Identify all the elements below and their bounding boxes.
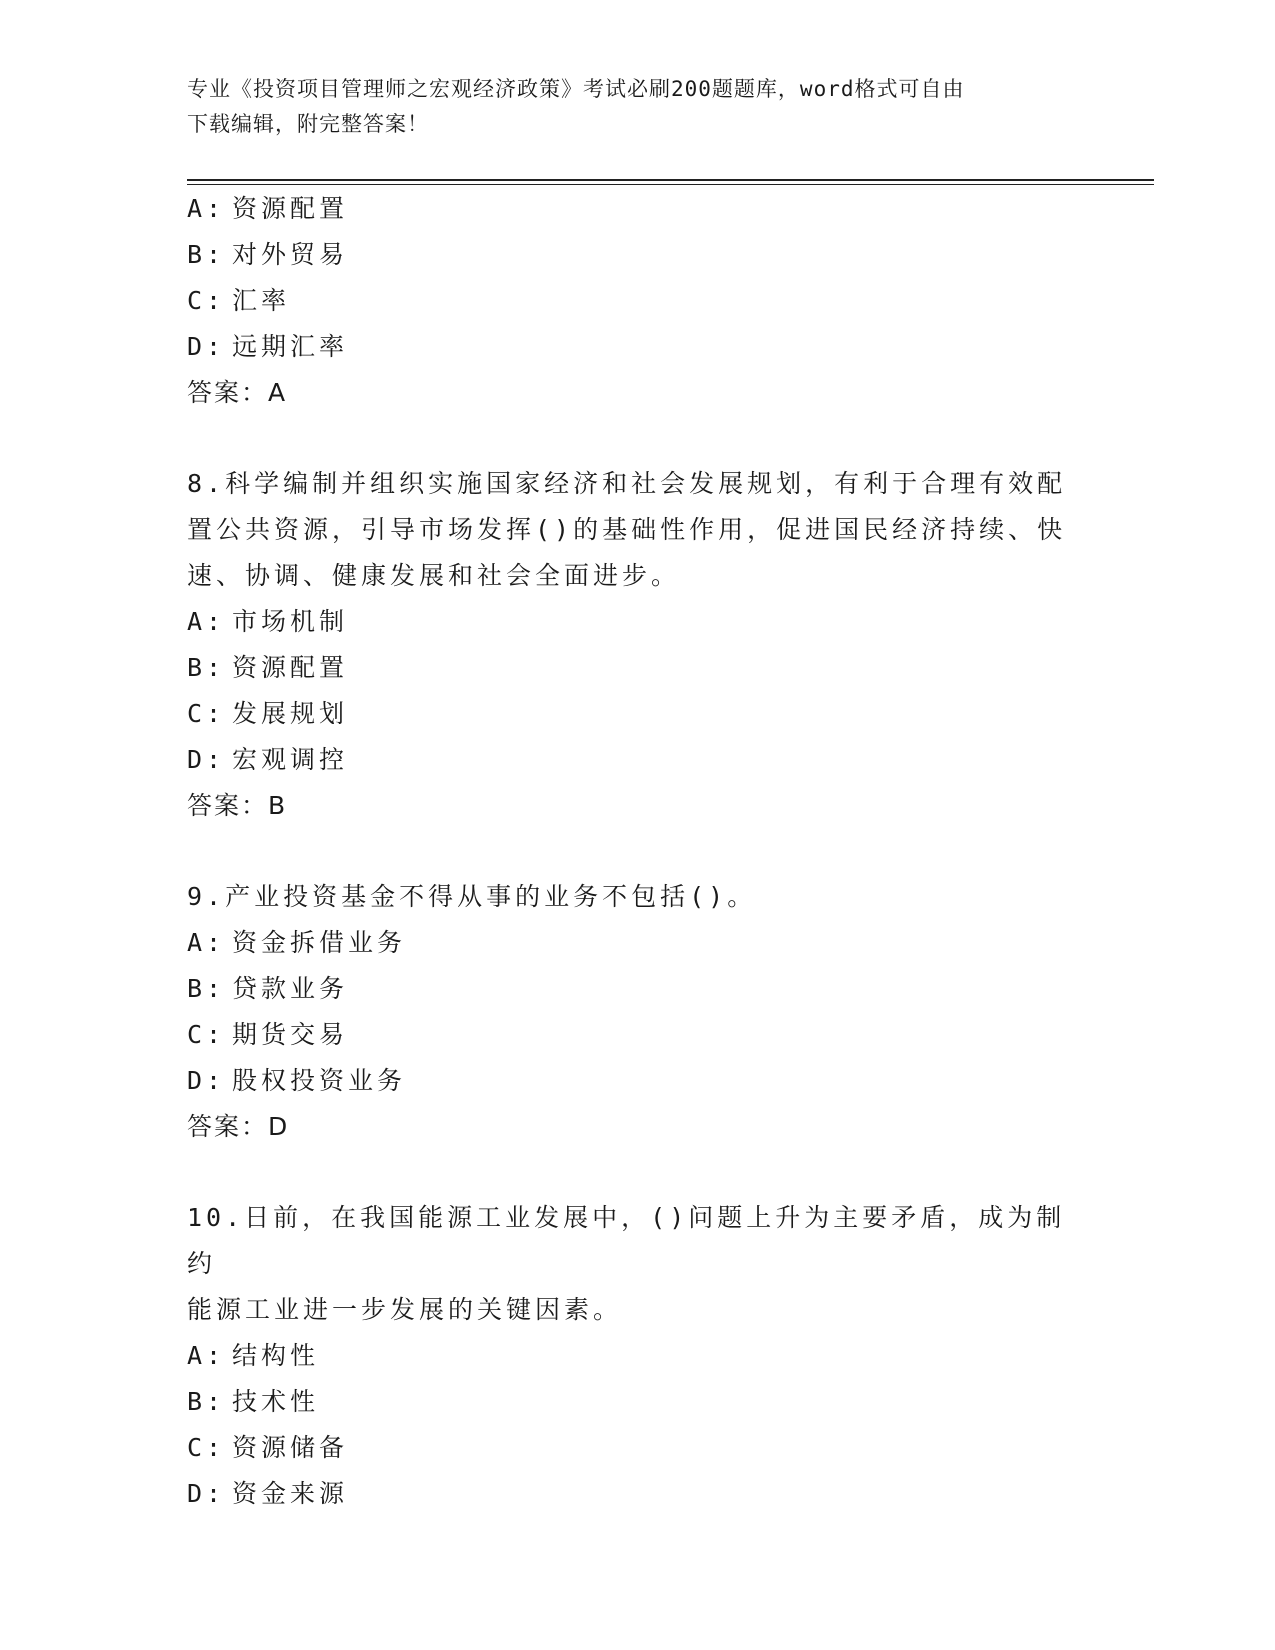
option-key: D: xyxy=(187,745,226,774)
question-list xyxy=(187,186,1087,1517)
option-a xyxy=(187,186,1087,232)
option-key: B: xyxy=(187,653,226,682)
spacer xyxy=(187,1150,1087,1195)
question-block xyxy=(187,461,1087,829)
question-line: 10.日前，在我国能源工业发展中，()问题上升为主要矛盾，成为制约 xyxy=(187,1203,1066,1278)
option-text: 期货交易 xyxy=(232,1020,349,1049)
option-key: C: xyxy=(187,1433,226,1462)
option-text: 资金来源 xyxy=(232,1479,349,1508)
option-text: 资源配置 xyxy=(232,194,349,223)
option-text: 股权投资业务 xyxy=(232,1066,407,1095)
option-c xyxy=(187,278,1087,324)
option-d xyxy=(187,737,1087,783)
option-b xyxy=(187,966,1087,1012)
option-c xyxy=(187,691,1087,737)
option-key: C: xyxy=(187,286,226,315)
option-c xyxy=(187,1425,1087,1471)
answer-line: 答案：A xyxy=(187,378,288,407)
option-text: 资源储备 xyxy=(232,1433,349,1462)
question-text xyxy=(187,461,1067,599)
option-text: 宏观调控 xyxy=(232,745,349,774)
question-text xyxy=(187,1195,1067,1333)
header-divider-thin xyxy=(187,184,1154,185)
answer-line: 答案：B xyxy=(187,791,288,820)
option-key: C: xyxy=(187,1020,226,1049)
option-b xyxy=(187,232,1087,278)
option-text: 贷款业务 xyxy=(232,974,349,1003)
option-d xyxy=(187,1058,1087,1104)
question-block xyxy=(187,874,1087,1150)
question-line: 速、协调、健康发展和社会全面进步。 xyxy=(187,561,681,590)
option-text: 资金拆借业务 xyxy=(232,928,407,957)
option-text: 发展规划 xyxy=(232,699,349,728)
option-key: B: xyxy=(187,240,226,269)
option-text: 汇率 xyxy=(232,286,291,315)
header-title-line-1: 专业《投资项目管理师之宏观经济政策》考试必刷200题题库，word格式可自由 xyxy=(187,77,965,101)
option-text: 对外贸易 xyxy=(232,240,349,269)
option-text: 结构性 xyxy=(232,1341,320,1370)
option-d xyxy=(187,1471,1087,1517)
option-key: C: xyxy=(187,699,226,728)
question-line: 8.科学编制并组织实施国家经济和社会发展规划，有利于合理有效配 xyxy=(187,469,1067,498)
option-key: A: xyxy=(187,928,226,957)
document-header xyxy=(187,72,1067,142)
header-divider-thick xyxy=(187,179,1154,181)
option-key: D: xyxy=(187,332,226,361)
option-a xyxy=(187,599,1087,645)
option-key: D: xyxy=(187,1066,226,1095)
option-a xyxy=(187,1333,1087,1379)
option-c xyxy=(187,1012,1087,1058)
question-text xyxy=(187,874,1067,920)
question-line: 能源工业进一步发展的关键因素。 xyxy=(187,1295,623,1324)
option-text: 资源配置 xyxy=(232,653,349,682)
spacer xyxy=(187,416,1087,461)
option-b xyxy=(187,1379,1087,1425)
option-b xyxy=(187,645,1087,691)
option-d xyxy=(187,324,1087,370)
option-key: A: xyxy=(187,1341,226,1370)
option-text: 市场机制 xyxy=(232,607,349,636)
option-key: B: xyxy=(187,974,226,1003)
question-line: 9.产业投资基金不得从事的业务不包括()。 xyxy=(187,882,757,911)
option-a xyxy=(187,920,1087,966)
option-key: A: xyxy=(187,607,226,636)
option-key: A: xyxy=(187,194,226,223)
option-text: 远期汇率 xyxy=(232,332,349,361)
question-block xyxy=(187,1195,1087,1517)
question-line: 置公共资源，引导市场发挥()的基础性作用，促进国民经济持续、快 xyxy=(187,515,1067,544)
header-title-line-2: 下载编辑，附完整答案！ xyxy=(187,112,429,136)
answer-line: 答案：D xyxy=(187,1112,290,1141)
option-key: D: xyxy=(187,1479,226,1508)
question-block xyxy=(187,186,1087,416)
spacer xyxy=(187,829,1087,874)
option-text: 技术性 xyxy=(232,1387,320,1416)
option-key: B: xyxy=(187,1387,226,1416)
